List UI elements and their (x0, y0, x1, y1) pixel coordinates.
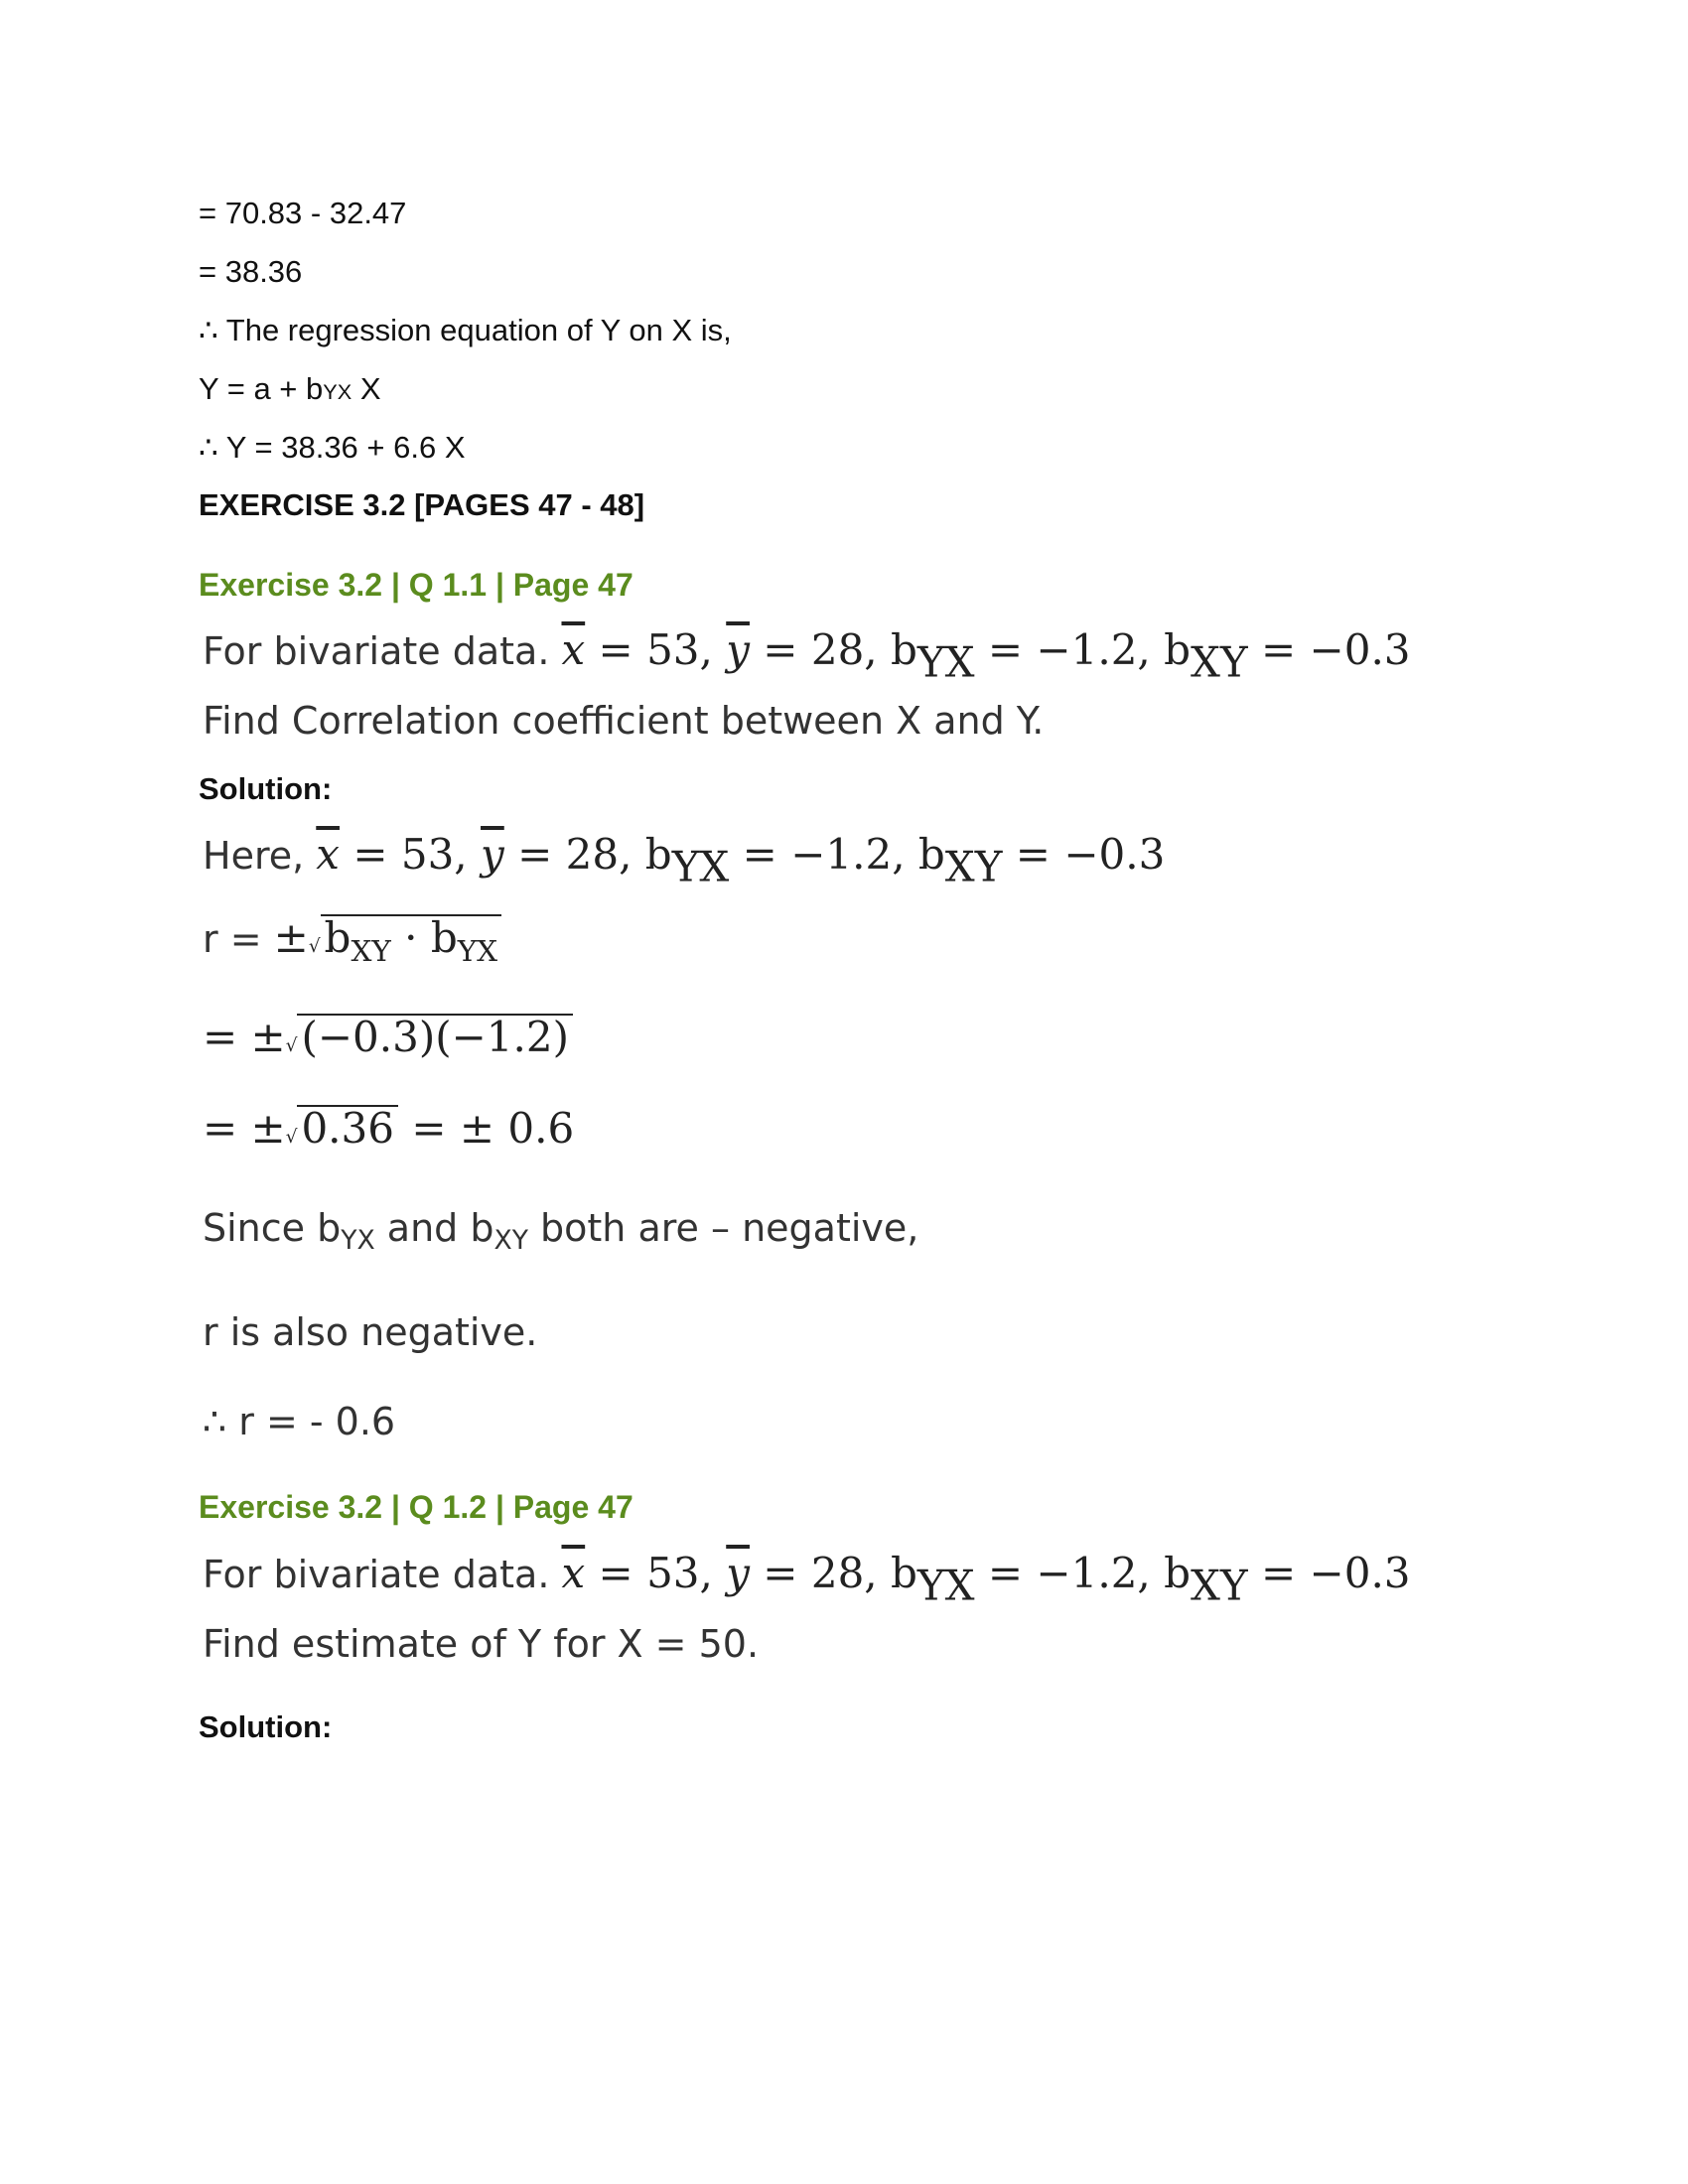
regression-form-sub: YX (323, 379, 352, 404)
regression-form-line (199, 371, 381, 407)
eq-minus-0-3-3: = −0.3 (1247, 1549, 1411, 1597)
xbar-symbol: $\overline{x}$ (561, 625, 586, 674)
question-1-given (203, 625, 1411, 687)
step2-inner: (−0.3)(−1.2) (297, 1014, 573, 1059)
since-line (203, 1206, 919, 1256)
sub-xy: XY (1191, 637, 1248, 687)
radical-icon: √ (308, 936, 321, 957)
calc-line-2: = 38.36 (199, 254, 303, 289)
step3-eq: = ± (203, 1104, 286, 1153)
b-yx-sub: YX (457, 933, 498, 968)
since-a: Since b (203, 1206, 342, 1250)
eq-minus-1-2-3: = −1.2, b (974, 1549, 1191, 1597)
radical-icon-3: √ (285, 1127, 298, 1148)
solution-1-here (203, 830, 1166, 891)
question-1-text: Find Correlation coefficient between X and Y. (203, 699, 1045, 743)
question-2-given (203, 1549, 1411, 1610)
also-negative-line: r is also negative. (203, 1310, 538, 1354)
since-c: both are – negative, (527, 1206, 919, 1250)
r-formula (203, 913, 501, 968)
sub-yx-3: YX (916, 1561, 975, 1610)
eq-minus-1-2: = −1.2, b (974, 625, 1191, 674)
r-step-2 (203, 1013, 573, 1061)
eq-minus-1-2-2: = −1.2, b (729, 830, 945, 879)
ybar-symbol: $\overline{y}$ (726, 625, 750, 674)
solution-1-label: Solution: (199, 771, 333, 806)
plus-minus: ± (273, 913, 309, 962)
r-prefix: r = (203, 917, 274, 961)
calc-line-1: = 70.83 - 32.47 (199, 196, 407, 230)
regression-result-line: ∴ Y = 38.36 + 6.6 X (199, 430, 466, 465)
step2-eq: = ± (203, 1013, 286, 1061)
eq-28-3: = 28, b (749, 1549, 917, 1597)
given-prefix-2: For bivariate data. (203, 1553, 562, 1596)
dot-b: · b (390, 913, 458, 962)
eq-28-2: = 28, b (503, 830, 672, 879)
sub-yx-2: YX (671, 842, 730, 891)
eq-53: = 53, (585, 625, 727, 674)
answer-line: ∴ r = - 0.6 (203, 1400, 396, 1443)
eq-minus-0-3-2: = −0.3 (1002, 830, 1166, 879)
eq-minus-0-3: = −0.3 (1247, 625, 1411, 674)
since-sub-2: XY (493, 1224, 528, 1256)
regression-form-text: Y = a + b (199, 371, 324, 406)
question-1-label: Exercise 3.2 | Q 1.1 | Page 47 (199, 567, 633, 603)
eq-53-2: = 53, (339, 830, 482, 879)
since-b: and b (374, 1206, 494, 1250)
sub-xy-3: XY (1191, 1561, 1248, 1610)
step3-inner: 0.36 (297, 1105, 398, 1151)
regression-form-x: X (352, 371, 381, 406)
radical-icon-2: √ (285, 1035, 298, 1056)
step3-result: = ± 0.6 (397, 1104, 575, 1153)
xbar-symbol-3: $\overline{x}$ (561, 1549, 586, 1597)
xbar-symbol-2: $\overline{x}$ (316, 830, 340, 879)
calc-line-3: ∴ The regression equation of Y on X is, (199, 313, 732, 347)
section-heading: EXERCISE 3.2 [PAGES 47 - 48] (199, 487, 645, 522)
b-xy-sub: XY (351, 933, 391, 968)
question-2-label: Exercise 3.2 | Q 1.2 | Page 47 (199, 1489, 633, 1525)
here-prefix: Here, (203, 834, 317, 878)
ybar-symbol-3: $\overline{y}$ (726, 1549, 750, 1597)
b-xy-b: b (324, 913, 352, 962)
sqrt-product (321, 913, 501, 968)
sub-yx: YX (916, 637, 975, 687)
eq-28: = 28, b (749, 625, 917, 674)
since-sub-1: YX (341, 1224, 375, 1256)
given-prefix: For bivariate data. (203, 629, 562, 673)
r-step-3 (203, 1104, 574, 1153)
eq-53-3: = 53, (585, 1549, 727, 1597)
solution-2-label: Solution: (199, 1709, 333, 1744)
question-2-text: Find estimate of Y for X = 50. (203, 1622, 760, 1666)
ybar-symbol-2: $\overline{y}$ (481, 830, 504, 879)
sub-xy-2: XY (944, 842, 1003, 891)
